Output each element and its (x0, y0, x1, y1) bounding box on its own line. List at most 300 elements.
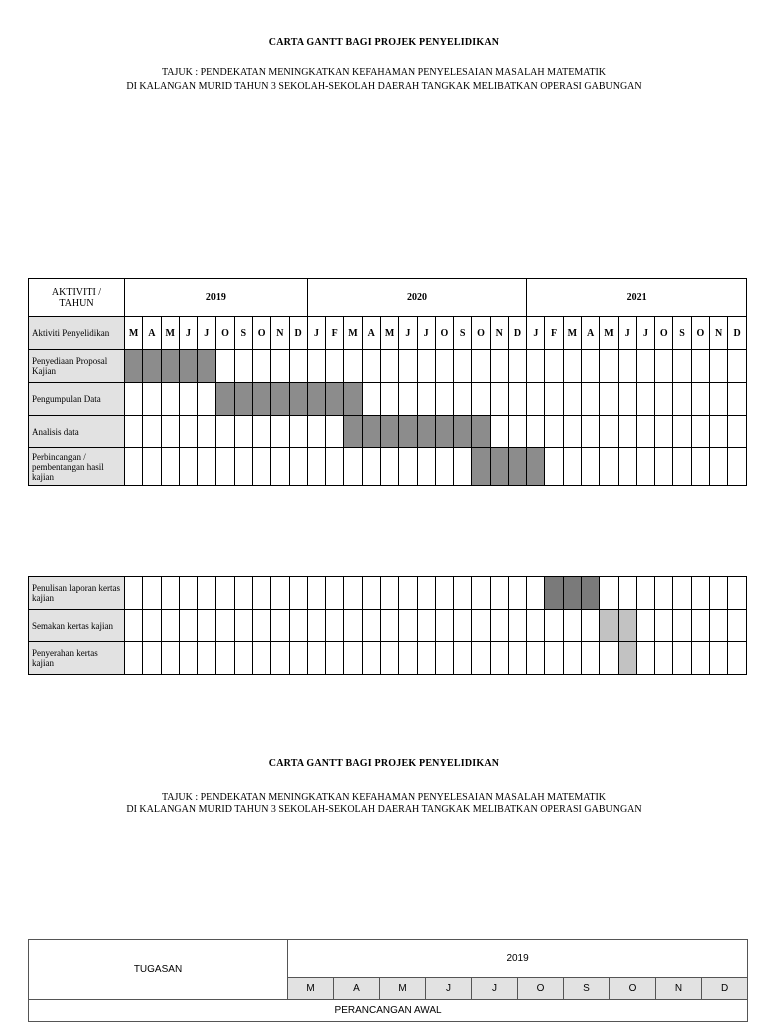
gantt-cell (454, 448, 472, 486)
activity-row (29, 577, 747, 610)
gantt-cell (362, 383, 380, 416)
gantt-bar-cell (399, 416, 417, 448)
gantt-title-2: CARTA GANTT BAGI PROJEK PENYELIDIKAN (268, 758, 500, 769)
gantt-cell (582, 383, 600, 416)
gantt-bar-cell (454, 416, 472, 448)
gantt-cell (454, 350, 472, 383)
gantt-cell (582, 448, 600, 486)
gantt-cell (527, 610, 545, 642)
gantt-cell (216, 642, 234, 675)
month-header: J (527, 317, 545, 350)
gantt-cell (143, 416, 161, 448)
gantt-table-main (28, 278, 747, 486)
gantt-cell (618, 448, 636, 486)
gantt-cell (161, 610, 179, 642)
corner-label: AKTIVITI / TAHUN (51, 286, 102, 309)
gantt-cell (271, 577, 289, 610)
gantt-cell (198, 416, 216, 448)
activity-label: Penyediaan Proposal Kajian (29, 350, 125, 383)
gantt-cell (161, 577, 179, 610)
gantt-bar-cell (508, 448, 526, 486)
month-header: J (179, 317, 197, 350)
month-header: O (655, 317, 673, 350)
year-header-row (29, 279, 747, 317)
activity-row (29, 642, 747, 675)
gantt-cell (655, 448, 673, 486)
month-cell: N (656, 978, 702, 1000)
gantt-cell (728, 350, 747, 383)
gantt-bar-cell (472, 448, 490, 486)
gantt-cell (636, 448, 654, 486)
month-header: J (636, 317, 654, 350)
gantt-cell (655, 610, 673, 642)
gantt-cell (600, 577, 618, 610)
gantt-cell (307, 416, 325, 448)
gantt-cell (380, 383, 398, 416)
gantt-cell (527, 416, 545, 448)
gantt-cell (454, 610, 472, 642)
gantt-cell (710, 577, 728, 610)
gantt-cell (618, 383, 636, 416)
gantt-cell (216, 350, 234, 383)
month-header: M (563, 317, 581, 350)
gantt-cell (728, 448, 747, 486)
month-header: A (143, 317, 161, 350)
gantt-cell (179, 448, 197, 486)
activity-label: Perbincangan / pembentangan hasil kajian (29, 448, 125, 486)
activity-row (29, 448, 747, 486)
gantt-cell (728, 642, 747, 675)
gantt-cell (582, 350, 600, 383)
gantt-cell (125, 610, 143, 642)
gantt-cell (435, 577, 453, 610)
gantt-bar-cell (198, 350, 216, 383)
gantt-bar-cell (380, 416, 398, 448)
gantt-cell (344, 350, 362, 383)
month-header: F (326, 317, 344, 350)
gantt-bar-cell (362, 416, 380, 448)
gantt-cell (563, 416, 581, 448)
gantt-cell (618, 577, 636, 610)
gantt-cell (289, 577, 307, 610)
gantt-cell (636, 383, 654, 416)
gantt-cell (691, 350, 709, 383)
gantt-cell (161, 416, 179, 448)
gantt-cell (417, 642, 435, 675)
gantt-cell (234, 642, 252, 675)
gantt-cell (582, 416, 600, 448)
section-perancangan-awal: PERANCANGAN AWAL (29, 1000, 748, 1022)
gantt-bar-cell (563, 577, 581, 610)
gantt-cell (527, 642, 545, 675)
month-cell: O (518, 978, 564, 1000)
gantt-cell (271, 448, 289, 486)
month-cell: S (564, 978, 610, 1000)
gantt-cell (691, 642, 709, 675)
month-header: S (234, 317, 252, 350)
month-header-row (29, 317, 747, 350)
tajuk-line-2-p2: DI KALANGAN MURID TAHUN 3 SEKOLAH-SEKOLAH DAERAH TANGKAK MELIBATKAN OPERASI GABUNGAN (126, 804, 642, 815)
month-header: O (252, 317, 270, 350)
gantt-cell (582, 642, 600, 675)
gantt-cell (454, 383, 472, 416)
gantt-bar-cell (161, 350, 179, 383)
gantt-cell (600, 642, 618, 675)
gantt-cell (326, 416, 344, 448)
gantt-bar-cell (472, 416, 490, 448)
tajuk-line-2: DI KALANGAN MURID TAHUN 3 SEKOLAH-SEKOLAH DAERAH TANGKAK MELIBATKAN OPERASI GABUNGAN (126, 81, 642, 92)
gantt-bar-cell (417, 416, 435, 448)
month-header: N (490, 317, 508, 350)
gantt-cell (161, 383, 179, 416)
gantt-cell (710, 383, 728, 416)
gantt-cell (143, 383, 161, 416)
gantt-cell (399, 610, 417, 642)
gantt-bar-cell (618, 610, 636, 642)
gantt-cell (600, 383, 618, 416)
gantt-cell (490, 577, 508, 610)
gantt-cell (508, 610, 526, 642)
gantt-cell (271, 416, 289, 448)
gantt-bar-cell (252, 383, 270, 416)
month-cell: J (426, 978, 472, 1000)
gantt-cell (271, 610, 289, 642)
gantt-cell (289, 610, 307, 642)
gantt-cell (508, 350, 526, 383)
month-cell: A (334, 978, 380, 1000)
gantt-cell (271, 350, 289, 383)
gantt-cell (563, 642, 581, 675)
gantt-cell (252, 577, 270, 610)
gantt-cell (143, 448, 161, 486)
gantt-cell (362, 577, 380, 610)
gantt-cell (435, 448, 453, 486)
month-header: N (710, 317, 728, 350)
gantt-cell (125, 448, 143, 486)
gantt-cell (710, 610, 728, 642)
activity-header: Aktiviti Penyelidikan (29, 317, 125, 350)
gantt-cell (179, 383, 197, 416)
gantt-cell (508, 383, 526, 416)
gantt-bar-cell (234, 383, 252, 416)
gantt-cell (326, 577, 344, 610)
gantt-cell (600, 416, 618, 448)
gantt-cell (289, 642, 307, 675)
gantt-cell (728, 610, 747, 642)
gantt-cell (454, 577, 472, 610)
month-header: M (125, 317, 143, 350)
gantt-cell (307, 577, 325, 610)
gantt-cell (271, 642, 289, 675)
month-header: J (307, 317, 325, 350)
gantt-cell (527, 350, 545, 383)
month-header: D (508, 317, 526, 350)
gantt-cell (710, 642, 728, 675)
gantt-cell (600, 448, 618, 486)
gantt-bar-cell (490, 448, 508, 486)
gantt-cell (490, 610, 508, 642)
gantt-cell (344, 642, 362, 675)
gantt-cell (563, 610, 581, 642)
year-2019-header: 2019 (288, 940, 748, 978)
gantt-cell (728, 416, 747, 448)
gantt-cell (234, 610, 252, 642)
gantt-cell (143, 642, 161, 675)
gantt-cell (380, 448, 398, 486)
gantt-cell (673, 577, 691, 610)
gantt-cell (125, 642, 143, 675)
gantt-bar-cell (344, 383, 362, 416)
month-header: D (289, 317, 307, 350)
gantt-cell (673, 642, 691, 675)
gantt-cell (234, 416, 252, 448)
gantt-cell (326, 642, 344, 675)
gantt-cell (216, 448, 234, 486)
gantt-cell (399, 350, 417, 383)
month-cell: O (610, 978, 656, 1000)
month-cell: M (380, 978, 426, 1000)
gantt-cell (435, 610, 453, 642)
gantt-cell (545, 383, 563, 416)
activity-row (29, 350, 747, 383)
month-header: S (454, 317, 472, 350)
month-header: O (435, 317, 453, 350)
activity-label: Semakan kertas kajian (29, 610, 125, 642)
gantt-cell (125, 416, 143, 448)
month-header: A (582, 317, 600, 350)
gantt-cell (161, 448, 179, 486)
gantt-cell (655, 350, 673, 383)
gantt-bar-cell (289, 383, 307, 416)
gantt-cell (252, 448, 270, 486)
gantt-cell (399, 448, 417, 486)
gantt-cell (545, 448, 563, 486)
gantt-cell (362, 448, 380, 486)
gantt-cell (198, 642, 216, 675)
gantt-cell (636, 642, 654, 675)
gantt-cell (563, 350, 581, 383)
gantt-cell (417, 610, 435, 642)
month-header: N (271, 317, 289, 350)
gantt-cell (380, 350, 398, 383)
gantt-cell (216, 577, 234, 610)
gantt-bar-cell (582, 577, 600, 610)
gantt-cell (710, 350, 728, 383)
gantt-cell (326, 350, 344, 383)
gantt-cell (252, 350, 270, 383)
gantt-cell (563, 383, 581, 416)
tugasan-header: TUGASAN (29, 940, 288, 1000)
month-header: M (600, 317, 618, 350)
gantt-cell (490, 350, 508, 383)
gantt-bar-cell (435, 416, 453, 448)
gantt-bar-cell (143, 350, 161, 383)
gantt-cell (728, 383, 747, 416)
tajuk-line-1-p2: TAJUK : PENDEKATAN MENINGKATKAN KEFAHAMAN PENYELESAIAN MASALAH MATEMATIK (161, 792, 607, 803)
gantt-cell (673, 350, 691, 383)
gantt-cell (289, 350, 307, 383)
gantt-cell (417, 577, 435, 610)
month-header: O (691, 317, 709, 350)
gantt-title-1: CARTA GANTT BAGI PROJEK PENYELIDIKAN (268, 37, 500, 48)
gantt-cell (234, 577, 252, 610)
gantt-cell (143, 577, 161, 610)
gantt-cell (234, 448, 252, 486)
gantt-cell (508, 416, 526, 448)
gantt-table-continuation (28, 576, 747, 675)
gantt-cell (636, 610, 654, 642)
gantt-cell (472, 642, 490, 675)
activity-row (29, 416, 747, 448)
gantt-cell (490, 383, 508, 416)
gantt-cell (362, 642, 380, 675)
gantt-bar-cell (344, 416, 362, 448)
gantt-cell (198, 448, 216, 486)
month-cell: J (472, 978, 518, 1000)
gantt-cell (289, 448, 307, 486)
month-header: O (216, 317, 234, 350)
gantt-cell (472, 577, 490, 610)
gantt-cell (545, 642, 563, 675)
gantt-cell (618, 350, 636, 383)
gantt-cell (125, 577, 143, 610)
gantt-cell (527, 577, 545, 610)
gantt-cell (545, 350, 563, 383)
gantt-cell (691, 383, 709, 416)
gantt-cell (691, 610, 709, 642)
gantt-cell (435, 383, 453, 416)
corner-header (29, 279, 125, 317)
gantt-cell (655, 642, 673, 675)
year-header-2020: 2020 (307, 279, 526, 317)
gantt-cell (179, 577, 197, 610)
gantt-cell (600, 350, 618, 383)
month-header: S (673, 317, 691, 350)
gantt-cell (527, 383, 545, 416)
gantt-cell (307, 610, 325, 642)
gantt-cell (655, 577, 673, 610)
activity-label: Penyerahan kertas kajian (29, 642, 125, 675)
gantt-cell (472, 350, 490, 383)
gantt-bar-cell (326, 383, 344, 416)
month-header: M (344, 317, 362, 350)
gantt-cell (399, 642, 417, 675)
activity-label: Penulisan laporan kertas kajian (29, 577, 125, 610)
gantt-cell (582, 610, 600, 642)
gantt-cell (673, 416, 691, 448)
gantt-cell (490, 642, 508, 675)
gantt-cell (636, 577, 654, 610)
gantt-bar-cell (307, 383, 325, 416)
gantt-cell (362, 350, 380, 383)
gantt-cell (161, 642, 179, 675)
activity-label: Analisis data (29, 416, 125, 448)
gantt-cell (307, 642, 325, 675)
month-header: O (472, 317, 490, 350)
gantt-cell (435, 642, 453, 675)
month-header: J (198, 317, 216, 350)
gantt-cell (636, 350, 654, 383)
month-header: J (618, 317, 636, 350)
gantt-cell (179, 642, 197, 675)
gantt-cell (198, 610, 216, 642)
gantt-cell (691, 577, 709, 610)
gantt-cell (435, 350, 453, 383)
gantt-cell (252, 416, 270, 448)
gantt-cell (618, 416, 636, 448)
month-header: J (399, 317, 417, 350)
gantt-cell (234, 350, 252, 383)
gantt-cell (417, 383, 435, 416)
gantt-cell (472, 610, 490, 642)
gantt-cell (728, 577, 747, 610)
activity-row (29, 610, 747, 642)
gantt-cell (143, 610, 161, 642)
gantt-cell (289, 416, 307, 448)
gantt-bar-cell (125, 350, 143, 383)
gantt-bar-cell (545, 577, 563, 610)
gantt-cell (380, 642, 398, 675)
gantt-cell (490, 416, 508, 448)
gantt-cell (179, 610, 197, 642)
gantt-cell (326, 610, 344, 642)
gantt-cell (362, 610, 380, 642)
month-cell: D (702, 978, 748, 1000)
gantt-cell (399, 383, 417, 416)
month-header: F (545, 317, 563, 350)
activity-row (29, 383, 747, 416)
gantt-cell (198, 383, 216, 416)
task-table (28, 939, 748, 1022)
gantt-cell (673, 448, 691, 486)
gantt-cell (710, 448, 728, 486)
gantt-cell (710, 416, 728, 448)
gantt-cell (673, 383, 691, 416)
gantt-bar-cell (271, 383, 289, 416)
activity-label: Pengumpulan Data (29, 383, 125, 416)
gantt-cell (344, 610, 362, 642)
gantt-cell (216, 610, 234, 642)
gantt-cell (307, 350, 325, 383)
gantt-cell (125, 383, 143, 416)
gantt-cell (417, 350, 435, 383)
gantt-cell (472, 383, 490, 416)
month-header: A (362, 317, 380, 350)
gantt-cell (655, 383, 673, 416)
month-header: D (728, 317, 747, 350)
gantt-cell (545, 416, 563, 448)
gantt-cell (380, 610, 398, 642)
month-header: M (161, 317, 179, 350)
gantt-bar-cell (216, 383, 234, 416)
gantt-cell (252, 610, 270, 642)
gantt-bar-cell (527, 448, 545, 486)
gantt-cell (673, 610, 691, 642)
gantt-cell (216, 416, 234, 448)
gantt-bar-cell (600, 610, 618, 642)
gantt-cell (545, 610, 563, 642)
gantt-cell (417, 448, 435, 486)
tajuk-line-1: TAJUK : PENDEKATAN MENINGKATKAN KEFAHAMAN PENYELESAIAN MASALAH MATEMATIK (161, 67, 607, 78)
month-header: J (417, 317, 435, 350)
gantt-cell (344, 448, 362, 486)
gantt-bar-cell (618, 642, 636, 675)
year-header-2021: 2021 (527, 279, 747, 317)
gantt-cell (399, 577, 417, 610)
gantt-cell (691, 416, 709, 448)
month-header: M (380, 317, 398, 350)
gantt-cell (179, 416, 197, 448)
